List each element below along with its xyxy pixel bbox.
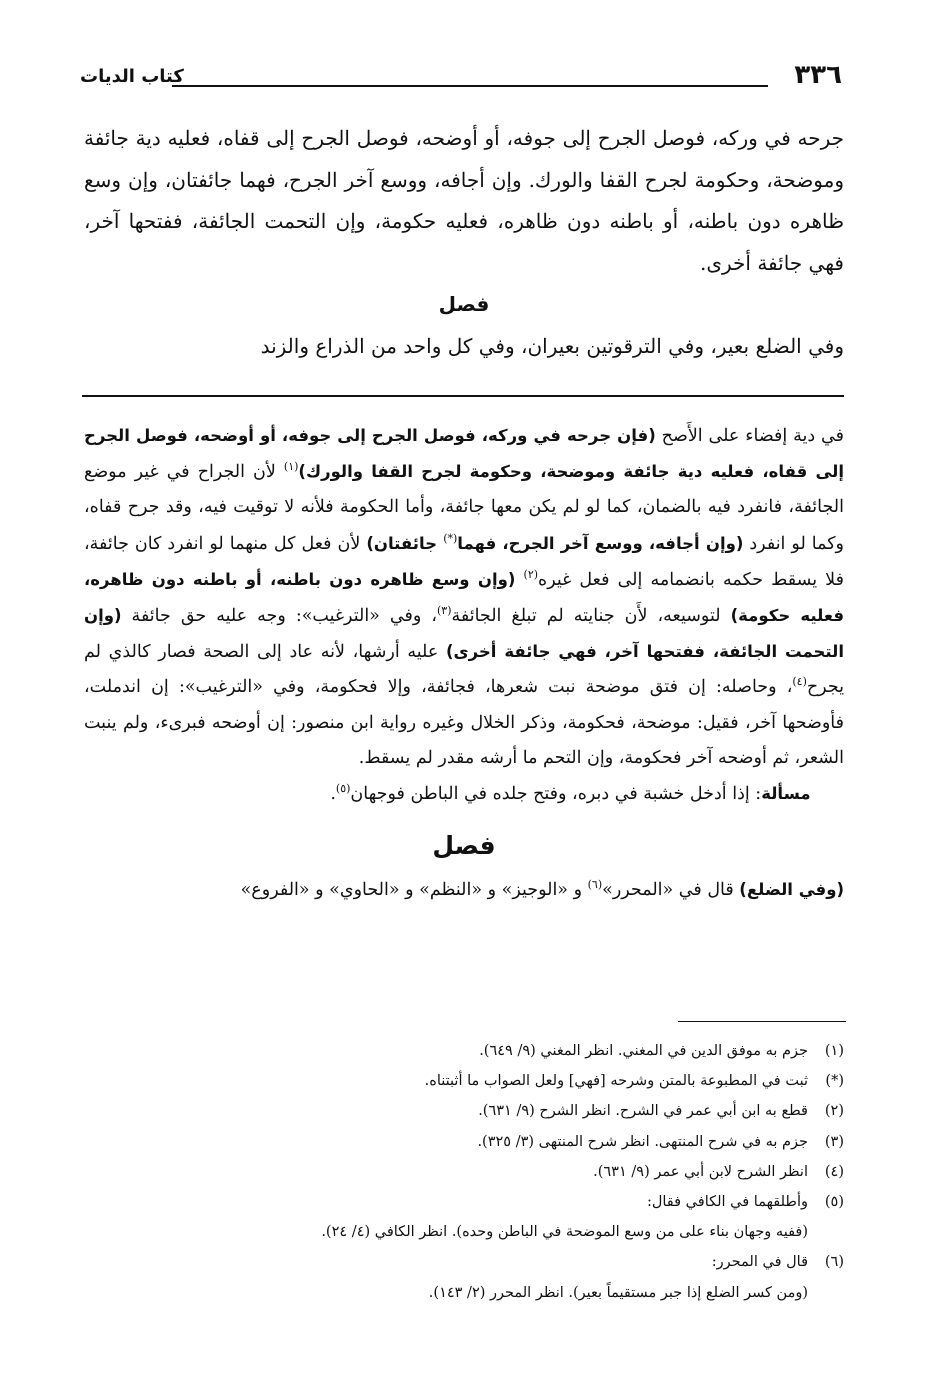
footnote-continuation xyxy=(84,1217,844,1247)
footnotes xyxy=(84,1036,844,1308)
running-header xyxy=(80,58,842,98)
footnote xyxy=(84,1127,844,1157)
commentary-text: ، وحاصله: إن فتق موضحة نبت شعرها، فجائفة، وإلا فحكومة، وفي «الترغيب»: إن اندملت، فأوضحها آخر، فقيل: موضحة، فحكومة، وذكر الخلال وغيره رواية ابن منصور: إن أوضحه فبرىء، ولم ينبت الشعر، ثم أوضحه آخر فحكومة، وإن التحم ما أرشه مقدر لم يسقط. xyxy=(84,677,844,768)
footnote-text: ثبت في المطبوعة بالمتن وشرحه [فهي] ولعل الصواب ما أثبتناه. xyxy=(424,1073,808,1090)
masala-label: مسألة xyxy=(761,784,811,804)
main-commentary-divider xyxy=(82,395,844,397)
main-paragraph-1: جرحه في وركه، فوصل الجرح إلى جوفه، أو أوضحه، فوصل الجرح إلى قفاه، فعليه دية جائفة وموضحة، وحكومة لجرح القفا والورك. وإن أجافه، ووسع آخر الجرح، فهما جائفتان، وإن وسع ظاهره دون باطنه، أو باطنه دون ظاهره، فعليه حكومة، وإن التحمت الجائفة، ففتحها آخر، فهي جائفة أخرى. xyxy=(84,126,845,275)
commentary-text: عليه أرشها، لأنه عاد إلى الصحة فصار كالذي لم يجرح xyxy=(84,642,844,698)
header-rule xyxy=(172,85,768,87)
commentary-text: قال في «المحرر» xyxy=(602,880,740,901)
masala-text: : إذا أدخل خشبة في دبره، وفتح جلده في الباطن فوجهان xyxy=(350,784,762,805)
quoted-matn: (وفي الضلع) xyxy=(739,880,844,900)
footnote-text: قال في المحرر: xyxy=(711,1254,808,1271)
masala-paragraph xyxy=(84,776,844,812)
main-paragraph-2: وفي الضلع بعير، وفي الترقوتين بعيران، وفي كل واحد من الذراع والزند xyxy=(260,333,844,358)
footnote-text: جزم به في شرح المنتهى. انظر شرح المنتهى (٣/ ٣٢٥). xyxy=(477,1133,808,1150)
book-title: كتاب الديات xyxy=(80,66,184,87)
footnote-continuation xyxy=(84,1278,844,1308)
page-number: ٣٣٦ xyxy=(794,60,842,90)
footnote-ref[interactable]: (٦) xyxy=(587,878,603,892)
footnote-ref[interactable]: (٣) xyxy=(436,604,452,618)
footnote-text: قطع به ابن أبي عمر في الشرح. انظر الشرح (٩/ ٦٣١). xyxy=(478,1103,808,1120)
footnote-mark: (٤) xyxy=(824,1163,844,1180)
footnote-ref[interactable]: (١) xyxy=(283,460,299,474)
quoted-matn: (فإن جرحه في وركه، فوصل الجرح إلى جوفه، أو أوضحه، فوصل الجرح إلى قفاه، فعليه دية جائفة وموضحة، وحكومة لجرح القفا والورك) xyxy=(84,426,845,482)
footnote-text: (ومن كسر الضلع إذا جبر مستقيماً بعير). انظر المحرر (٢/ ١٤٣). xyxy=(428,1284,808,1301)
commentary-text: لأن الجراح في غير موضع الجائفة، فانفرد فيه بالضمان، كما لو لم يكن معها جائفة، وأما الحكومة فلأنه لا توقيت فيه، وقد جرح قفاه، وكما لو انفرد xyxy=(84,462,844,554)
footnote-mark: (*) xyxy=(825,1073,844,1090)
footnote-ref[interactable]: (٤) xyxy=(792,675,807,689)
footnote-ref[interactable]: (٢) xyxy=(523,567,539,581)
footnote-text: جزم به موفق الدين في المغني. انظر المغني (٩/ ٦٤٩). xyxy=(479,1043,808,1059)
quoted-matn: (وإن التحمت الجائفة، ففتحها آخر، فهي جائفة أخرى) xyxy=(84,606,845,662)
footnote xyxy=(84,1157,844,1187)
quoted-matn: جائفتان) xyxy=(366,533,444,553)
footnote-mark: (٢) xyxy=(824,1103,844,1120)
main-text xyxy=(84,118,844,367)
footnote xyxy=(84,1066,844,1096)
footnote-text: انظر الشرح لابن أبي عمر (٩/ ٦٣١). xyxy=(593,1163,808,1180)
footnote-ref[interactable]: (٥) xyxy=(335,782,351,796)
section-title-2: فصل xyxy=(432,831,496,861)
commentary-paragraph-2 xyxy=(84,872,844,908)
commentary-text: لتوسيعه، لأَن جنايته لم تبلغ الجائفة xyxy=(451,606,731,627)
commentary-text: و «الوجيز» و «النظم» و «الحاوي» و «الفروع» xyxy=(240,880,588,901)
commentary-text: ، وفي «الترغيب»: وجه عليه حق جائفة xyxy=(121,606,437,627)
footnote-mark: (٣) xyxy=(824,1133,844,1150)
footnote xyxy=(84,1247,844,1277)
footnote xyxy=(84,1036,844,1066)
footnote-rule xyxy=(678,1021,846,1022)
footnote-mark: (٥) xyxy=(824,1194,844,1211)
quoted-matn: (وإن وسع ظاهره دون باطنه، أو باطنه دون ظاهره، فعليه حكومة) xyxy=(84,569,844,626)
commentary-text xyxy=(515,570,523,590)
section-title: فصل xyxy=(438,292,490,316)
commentary-text: لأن فعل كل منهما لو انفرد كان جائفة، فلا يسقط حكمه بانضمامه إلى فعل غيره xyxy=(84,533,844,590)
footnote-mark: (٦) xyxy=(824,1254,844,1271)
commentary-text: في دية إفضاء على الأَصح xyxy=(655,426,844,446)
footnote-ref[interactable]: (*) xyxy=(443,531,458,545)
footnote-text: (ففيه وجهان بناء على من وسع الموضحة في الباطن وحده). انظر الكافي (٤/ ٢٤). xyxy=(321,1224,808,1241)
footnote xyxy=(84,1096,844,1126)
footnote xyxy=(84,1187,844,1217)
footnote-mark: (١) xyxy=(824,1043,844,1059)
commentary-paragraph-1 xyxy=(84,418,844,776)
quoted-matn: (وإن أجافه، ووسع آخر الجرح، فهما xyxy=(457,533,744,553)
masala-end: . xyxy=(330,784,336,805)
commentary xyxy=(84,418,844,908)
footnote-text: وأطلقهما في الكافي فقال: xyxy=(646,1194,808,1211)
